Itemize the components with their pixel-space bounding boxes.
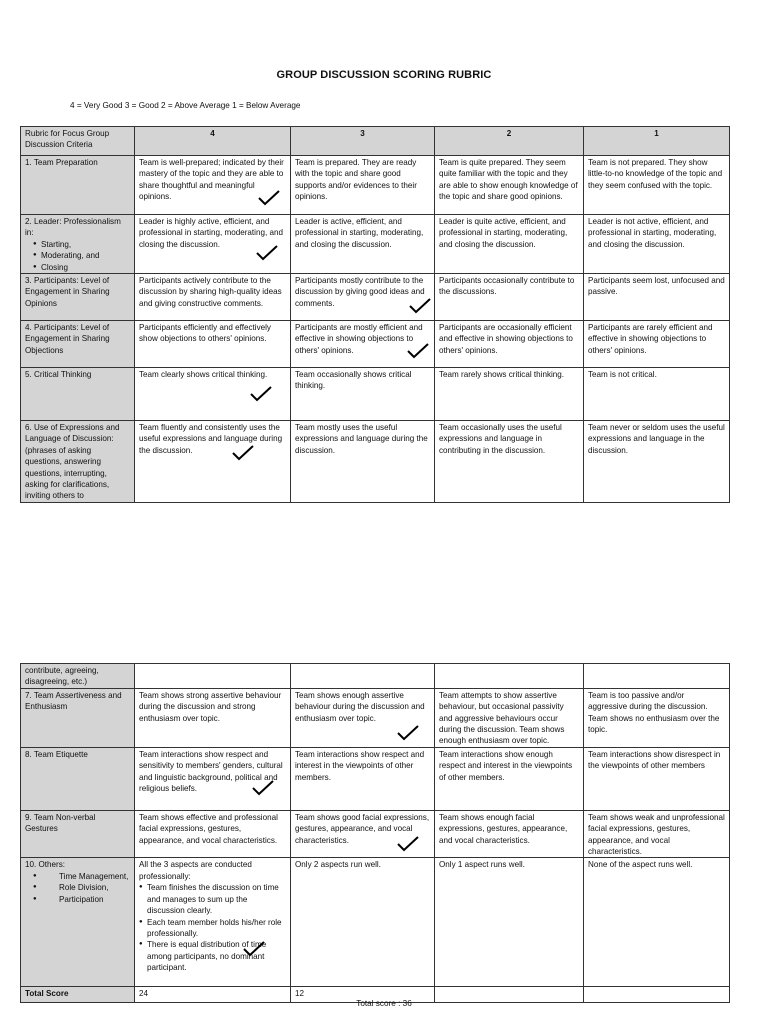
score-2-cell: Leader is quite active, efficient, and professional in starting, moderating, and closing the discussion. <box>435 215 584 274</box>
score-3-cell <box>291 321 435 368</box>
table-row <box>21 156 730 215</box>
total-score-label: Total Score <box>21 987 135 1003</box>
criterion-bullet: ● Moderating, and <box>34 250 130 261</box>
score-4-cell <box>135 368 291 421</box>
score-scale-legend: 4 = Very Good 3 = Good 2 = Above Average 1 = Below Average <box>70 101 301 110</box>
table-row <box>21 368 730 421</box>
criterion-cell: 5. Critical Thinking <box>21 368 135 421</box>
score-1-cell: Participants are rarely efficient and effective in showing objections to others' opinions. <box>584 321 730 368</box>
descriptor-text: Team fluently and consistently uses the useful expressions and language during the discussion. <box>139 423 283 455</box>
table-row <box>21 858 730 987</box>
score-1-cell <box>584 664 730 689</box>
score-1-cell: None of the aspect runs well. <box>584 858 730 987</box>
score-3-cell <box>291 688 435 747</box>
criterion-cell <box>21 858 135 987</box>
score-1-cell: Participants seem lost, unfocused and passive. <box>584 274 730 321</box>
score-4-cell <box>135 747 291 810</box>
criterion-cell: 1. Team Preparation <box>21 156 135 215</box>
score-2-cell: Team occasionally uses the useful expressions and language in contributing in the discussion. <box>435 421 584 503</box>
criterion-cell: contribute, agreeing, disagreeing, etc.) <box>21 664 135 689</box>
descriptor-text: Team shows enough assertive behaviour during the discussion and enthusiasm over topic. <box>295 690 425 723</box>
descriptor-text: Team interactions show respect and sensitivity to members' genders, cultural and linguistic background, political and religious beliefs. <box>139 749 283 794</box>
descriptor-text: Team clearly shows critical thinking. <box>139 370 268 380</box>
criterion-cell <box>21 215 135 274</box>
score-3-cell: Leader is active, efficient, and professional in starting, moderating, and closing the discussion. <box>291 215 435 274</box>
checkmark-icon <box>397 725 419 741</box>
header-score-1: 1 <box>584 127 730 156</box>
score-2-cell: Participants occasionally contribute to the discussions. <box>435 274 584 321</box>
table-row <box>21 421 730 503</box>
score-1-cell: Team shows weak and unprofessional facial expressions, gestures, appearance, and vocal characteristics. <box>584 810 730 858</box>
score-2-cell <box>435 664 584 689</box>
descriptor-text: Participants are mostly efficient and effective in showing objections to others' opinions. <box>295 323 423 355</box>
checkmark-icon <box>409 298 431 314</box>
score-3-cell: Team occasionally shows critical thinking. <box>291 368 435 421</box>
score-2-cell: Team rarely shows critical thinking. <box>435 368 584 421</box>
descriptor-text: Team is well-prepared; indicated by their mastery of the topic and they are able to share thoughtful and meaningful opinions. <box>139 158 284 202</box>
criterion-bullet: ● Starting, <box>34 239 130 250</box>
criterion-title: 10. Others: <box>25 860 66 870</box>
checkmark-icon <box>407 343 429 359</box>
score-3-cell: Team is prepared. They are ready with the topic and share good supports and/or evidences to their opinions. <box>291 156 435 215</box>
score-4-cell: Team shows effective and professional facial expressions, gestures, appearance, and vocal characteristics. <box>135 810 291 858</box>
score-3-cell <box>291 274 435 321</box>
score-4-cell: Participants actively contribute to the discussion by sharing high-quality ideas and giving constructive comments. <box>135 274 291 321</box>
checkmark-icon <box>258 190 280 206</box>
score-2-cell: Team attempts to show assertive behaviour, but occasional passivity and aggressive behaviours occur during the discussion. Team shows enough enthusiasm over topic. <box>435 688 584 747</box>
checkmark-icon <box>252 780 274 796</box>
score-3-cell: Only 2 aspects run well. <box>291 858 435 987</box>
score-2-cell: Team interactions show enough respect and interest in the viewpoints of other members. <box>435 747 584 810</box>
score-2-cell: Only 1 aspect runs well. <box>435 858 584 987</box>
score-4-cell <box>135 421 291 503</box>
score-2-cell: Participants are occasionally efficient and effective in showing objections to others' opinions. <box>435 321 584 368</box>
descriptor-text: Team shows good facial expressions, gestures, appearance, and vocal characteristics. <box>295 812 430 845</box>
table-row <box>21 664 730 689</box>
criterion-cell: 9. Team Non-verbal Gestures <box>21 810 135 858</box>
criterion-bullet: ● Closing <box>34 262 130 273</box>
descriptor-text: Participants mostly contribute to the discussion by giving good ideas and comments. <box>295 276 425 308</box>
descriptor-text: Leader is highly active, efficient, and professional in starting, moderating, and closing the discussion. <box>139 217 283 249</box>
score-3-cell: Team interactions show respect and interest in the viewpoints of other members. <box>291 747 435 810</box>
score-1-cell: Team never or seldom uses the useful expressions and language in the discussion. <box>584 421 730 503</box>
criterion-bullet: ● Role Division, <box>33 882 130 893</box>
score-3-cell <box>291 664 435 689</box>
checkmark-icon <box>243 941 265 957</box>
overall-total-score: Total score : 36 <box>356 999 412 1008</box>
score-3-cell <box>291 810 435 858</box>
score-3-cell: Team mostly uses the useful expressions and language during the discussion. <box>291 421 435 503</box>
checkmark-icon <box>256 245 278 261</box>
table-row <box>21 747 730 810</box>
rubric-table-part-2 <box>20 663 730 1003</box>
header-criteria: Rubric for Focus Group Discussion Criteria <box>21 127 135 156</box>
table-header-row <box>21 127 730 156</box>
table-row <box>21 274 730 321</box>
table-row <box>21 321 730 368</box>
page-title: GROUP DISCUSSION SCORING RUBRIC <box>276 69 492 81</box>
criterion-cell: 7. Team Assertiveness and Enthusiasm <box>21 688 135 747</box>
total-score-4: 24 <box>135 987 291 1003</box>
score-4-cell: Team shows strong assertive behaviour during the discussion and strong enthusiasm over topic. <box>135 688 291 747</box>
table-row <box>21 688 730 747</box>
header-score-3: 3 <box>291 127 435 156</box>
criterion-cell: 8. Team Etiquette <box>21 747 135 810</box>
criterion-cell: 6. Use of Expressions and Language of Discussion: (phrases of asking questions, answering questions, interrupting, asking for clarifications, inviting others to <box>21 421 135 503</box>
descriptor-bullet: ● Team finishes the discussion on time and manages to sum up the discussion clearly. <box>139 882 286 916</box>
score-1-cell: Team is not critical. <box>584 368 730 421</box>
score-4-cell <box>135 156 291 215</box>
rubric-table-part-1 <box>20 126 730 503</box>
checkmark-icon <box>250 386 272 402</box>
score-1-cell: Leader is not active, efficient, and professional in starting, moderating, and closing the discussion. <box>584 215 730 274</box>
table-row <box>21 215 730 274</box>
checkmark-icon <box>397 836 419 852</box>
score-4-cell <box>135 664 291 689</box>
criterion-bullet: ● Time Management, <box>33 871 130 882</box>
criterion-title: 2. Leader: Professionalism in: <box>25 217 121 238</box>
score-2-cell: Team is quite prepared. They seem quite familiar with the topic and they are able to show enough knowledge of the topic and share good opinions. <box>435 156 584 215</box>
score-1-cell: Team interactions show disrespect in the viewpoints of other members <box>584 747 730 810</box>
checkmark-icon <box>232 445 254 461</box>
criterion-bullet: ● Participation <box>33 894 130 905</box>
score-2-cell: Team shows enough facial expressions, gestures, appearance, and vocal characteristics. <box>435 810 584 858</box>
score-4-cell <box>135 858 291 987</box>
header-score-4: 4 <box>135 127 291 156</box>
criterion-cell: 4. Participants: Level of Engagement in Sharing Objections <box>21 321 135 368</box>
total-score-3: 12 <box>291 987 435 1003</box>
score-4-cell <box>135 215 291 274</box>
score-1-cell: Team is too passive and/or aggressive during the discussion. Team shows no enthusiasm over the topic. <box>584 688 730 747</box>
descriptor-bullet: ● Each team member holds his/her role professionally. <box>139 917 286 940</box>
descriptor-intro: All the 3 aspects are conducted professionally: <box>139 860 252 881</box>
table-row <box>21 810 730 858</box>
criterion-cell: 3. Participants: Level of Engagement in Sharing Opinions <box>21 274 135 321</box>
descriptor-bullet: ● There is equal distribution of time among participants, no dominant participant. <box>139 939 286 973</box>
score-1-cell: Team is not prepared. They show little-to-no knowledge of the topic and they seem confused with the topic. <box>584 156 730 215</box>
header-score-2: 2 <box>435 127 584 156</box>
score-4-cell: Participants efficiently and effectively show objections to others' opinions. <box>135 321 291 368</box>
